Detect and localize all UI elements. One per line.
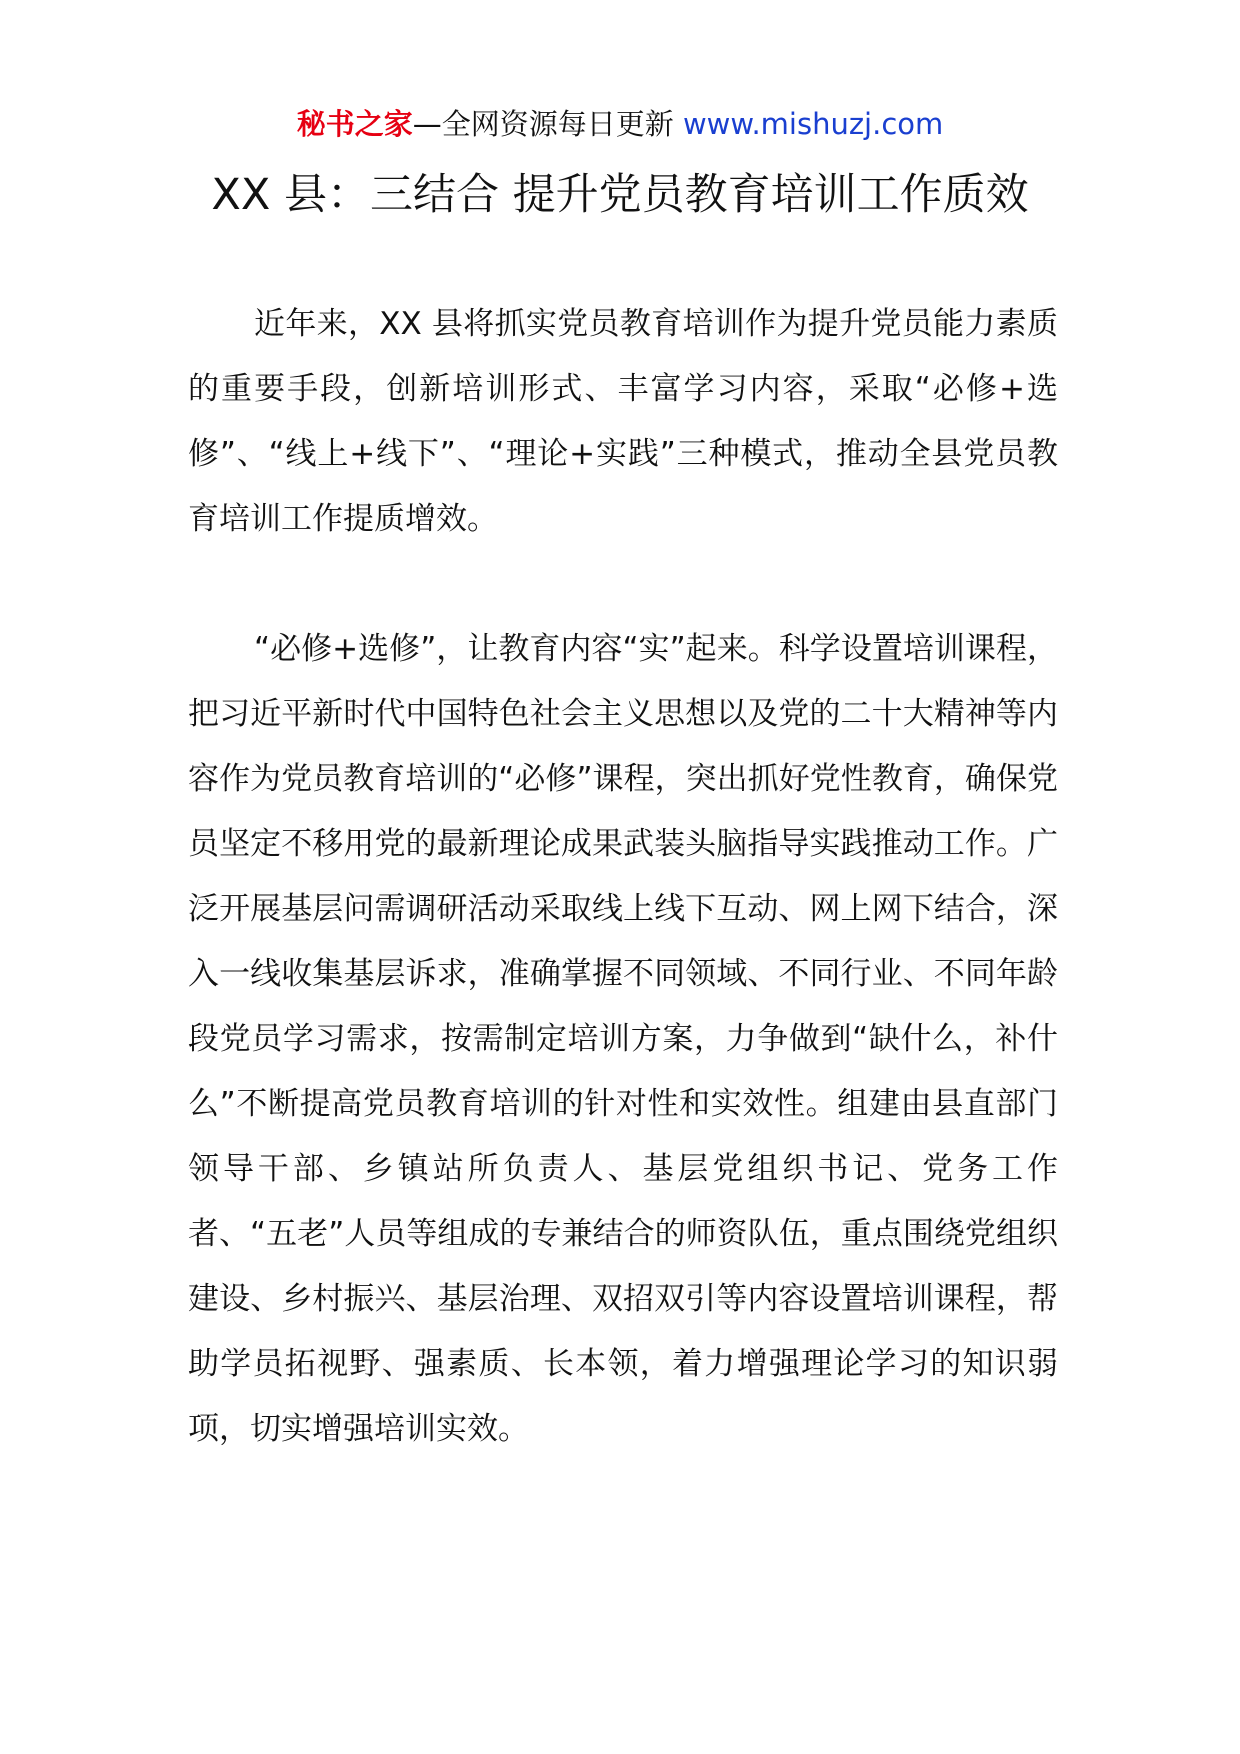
site-tagline: —全网资源每日更新	[412, 107, 674, 141]
site-brand: 秘书之家	[296, 107, 413, 141]
paragraph-required-elective: “必修+选修”，让教育内容“实”起来。科学设置培训课程，把习近平新时代中国特色社会主义思想以及党的二十大精神等内容作为党员教育培训的“必修”课程，突出抓好党性教育，确保党员坚定不移用党的最新理论成果武装头脑指导实践推动工作。广泛开展基层问需调研活动采取线上线下互动、网上网下结合，深入一线收集基层诉求，准确掌握不同领域、不同行业、不同年龄段党员学习需求，按需制定培训方案，力争做到“缺什么，补什么”不断提高党员教育培训的针对性和实效性。组建由县直部门领导干部、乡镇站所负责人、基层党组织书记、党务工作者、“五老”人员等组成的专兼结合的师资队伍，重点围绕党组织建设、乡村振兴、基层治理、双招双引等内容设置培训课程，帮助学员拓视野、强素质、长本领，着力增强理论学习的知识弱项，切实增强培训实效。	[188, 631, 1058, 1447]
document-body	[188, 292, 1058, 1462]
paragraph-intro: 近年来，XX 县将抓实党员教育培训作为提升党员能力素质的重要手段，创新培训形式、丰富学习内容，采取“必修+选修”、“线上+线下”、“理论+实践”三种模式，推动全县党员教育培训工作提质增效。	[188, 306, 1058, 537]
site-url-link[interactable]: www.mishuzj.com	[682, 107, 944, 141]
site-header	[0, 104, 1240, 144]
document-title: XX 县：三结合 提升党员教育培训工作质效	[211, 170, 1029, 220]
